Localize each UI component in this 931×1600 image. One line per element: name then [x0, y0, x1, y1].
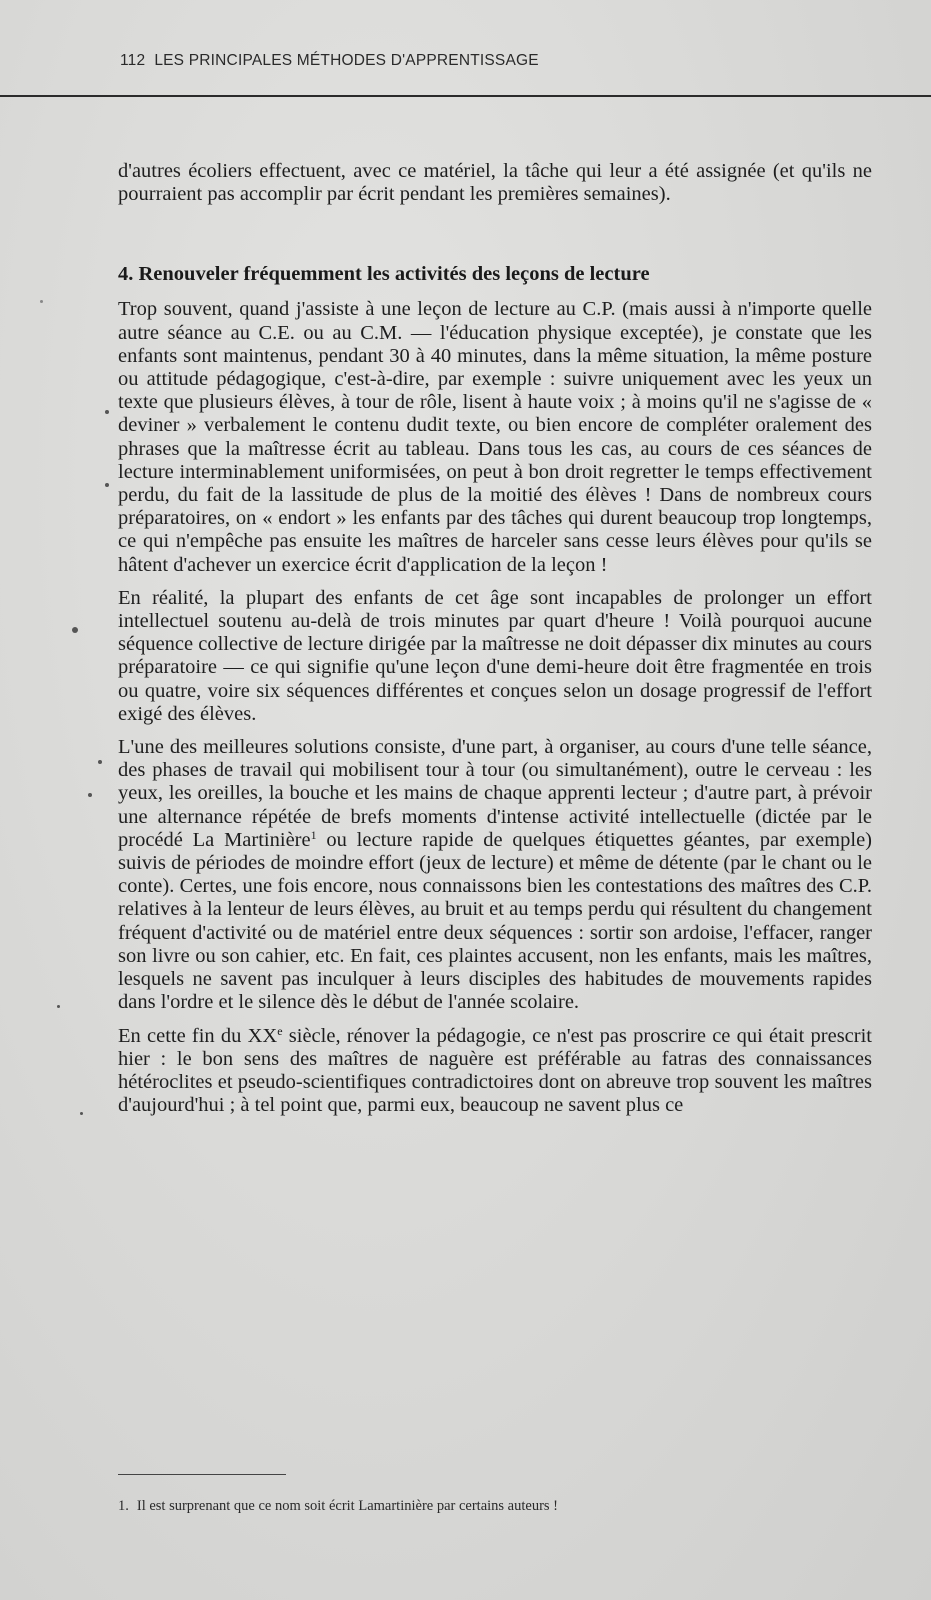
section-heading: 4. Renouveler fréquemment les activités des leçons de lecture [118, 263, 650, 286]
margin-speck [105, 483, 109, 487]
century-superscript: e [277, 1023, 283, 1038]
paragraph-3-part-b: ou lecture rapide de quelques étiquettes géantes, par exemple) suivis de périodes de moindre effort (jeux de lecture) et même de détente (par le chant ou le conte). Certes, une fois encore, nous connaissons bien les contestations des maîtres des C.P. relatives à la lenteur de leurs élèves, au bruit et au temps perdu qui résultent du changement fréquent d'activité ou de matériel entre deux séquences : sortir son ardoise, l'effacer, ranger son livre ou son cahier, etc. En fait, ces plaintes accusent, non les enfants, mais les maîtres, lesquels ne savent pas inculquer à leurs disciples des habitudes de mouvements rapides dans l'ordre et le silence dès le début de l'année scolaire. [118, 828, 872, 1014]
paragraph-3 [118, 736, 872, 1014]
footnote-number: 1. [118, 1498, 129, 1514]
footnote [118, 1497, 858, 1515]
page-number: 112 [120, 52, 146, 69]
continuation-paragraph: d'autres écoliers effectuent, avec ce matériel, la tâche qui leur a été assignée (et qu'ils ne pourraient pas accomplir par écrit pendant les premières semaines). [118, 160, 872, 206]
footnote-rule [118, 1474, 286, 1475]
margin-speck [105, 410, 109, 414]
margin-speck [57, 1005, 60, 1008]
header-rule [0, 95, 931, 97]
paragraph-2: En réalité, la plupart des enfants de cet âge sont incapables de prolonger un effort intellectuel soutenu au-delà de trois minutes par quart d'heure ! Voilà pourquoi aucune séquence collective de lecture dirigée par la maîtresse ne doit dépasser dix minutes au cours préparatoire — ce qui signifie qu'une leçon d'une demi-heure doit être fragmentée en trois ou quatre, voire six séquences différentes et conçues selon un dosage progressif de l'effort exigé des élèves. [118, 586, 872, 725]
footnote-text: Il est surprenant que ce nom soit écrit Lamartinière par certains auteurs ! [136, 1498, 559, 1514]
running-header [120, 52, 539, 70]
margin-speck [40, 300, 43, 303]
paragraph-1: Trop souvent, quand j'assiste à une leçon de lecture au C.P. (mais aussi à n'importe quelle autre séance au C.E. ou au C.M. — l'éducation physique exceptée), je constate que les enfants sont maintenus, pendant 30 à 40 minutes, dans la même situation, la même posture ou attitude pédagogique, c'est-à-dire, par exemple : suivre uniquement avec les yeux un texte que plusieurs élèves, à tour de rôle, lisent à haute voix ; à moins qu'il ne s'agisse de « deviner » verbalement le contenu dudit texte, ou bien encore de compléter oralement des phrases que la maîtresse écrit au tableau. Dans tous les cas, au cours de ces séances de lecture interminablement uniformisées, on peut à bon droit regretter le temps effectivement perdu, du fait de la lassitude de plus de la moitié des élèves ! Dans de nombreux cours préparatoires, on « endort » les enfants par des tâches qui durent beaucoup trop longtemps, ce qui n'empêche pas ensuite les maîtres de harceler sans cesse leurs élèves pour qu'ils se hâtent d'achever un exercice écrit d'application de la leçon ! [118, 298, 872, 576]
margin-speck [98, 760, 102, 764]
page-body [118, 160, 872, 1117]
paragraph-4-part-a: En cette fin du XX [118, 1024, 278, 1047]
footnote-reference: 1 [310, 827, 317, 842]
running-title: LES PRINCIPALES MÉTHODES D'APPRENTISSAGE [154, 52, 539, 69]
margin-speck [80, 1112, 83, 1115]
margin-speck [88, 793, 92, 797]
paragraph-4-part-b: siècle, rénover la pédagogie, ce n'est pas proscrire ce qui était prescrit hier : le bon sens des maîtres de naguère est préférable au fatras des connaissances hétéroclites et pseudo-scientifiques contradictoires dont on abreuve trop souvent les maîtres d'aujourd'hui ; à tel point que, parmi eux, beaucoup ne savent plus ce [118, 1024, 873, 1117]
paragraph-4 [118, 1025, 872, 1118]
margin-speck [72, 627, 78, 633]
paragraph-3-part-a: L'une des meilleures solutions consiste, d'une part, à organiser, au cours d'une telle séance, des phases de travail qui mobilisent tour à tour (ou simultanément), outre le cerveau : les yeux, les oreilles, la bouche et les mains de chaque apprenti lecteur ; d'autre part, à prévoir une alternance répétée de brefs moments d'intense activité intellectuelle (dictée par le procédé La Martinière [118, 736, 872, 851]
